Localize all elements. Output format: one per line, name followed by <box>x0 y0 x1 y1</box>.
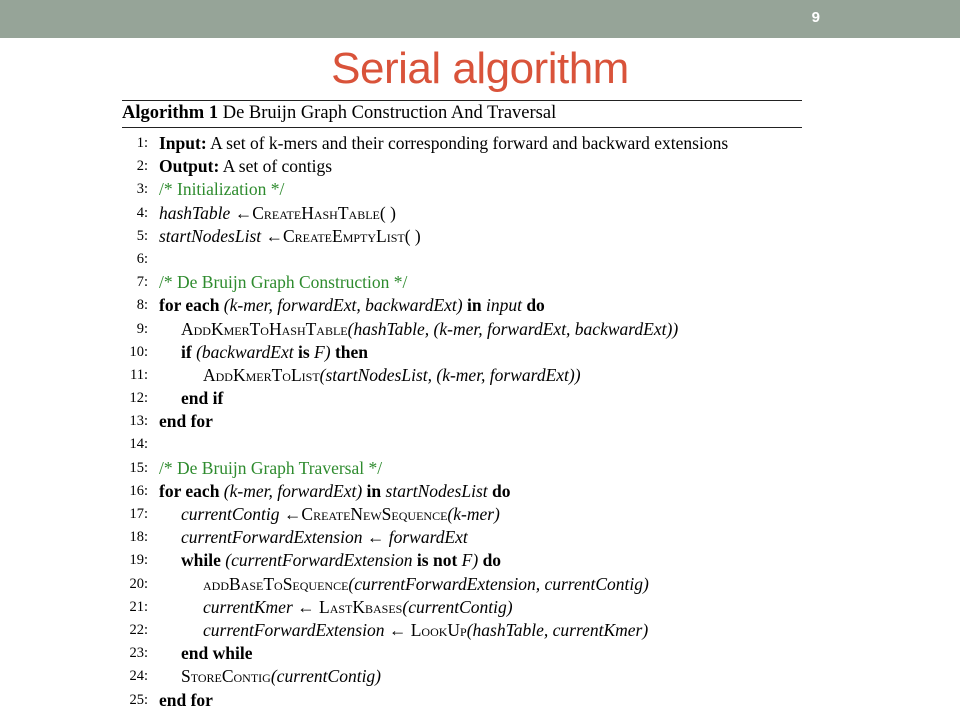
algo-line-19 <box>122 549 802 572</box>
algo-line-23 <box>122 642 802 665</box>
variable: currentForwardExtension <box>203 619 385 640</box>
algo-line-16 <box>122 480 802 503</box>
line-number: 6: <box>136 250 148 267</box>
arguments: (k-mer) <box>447 504 500 524</box>
variable: currentKmer <box>203 596 293 617</box>
keyword: end if <box>181 388 224 409</box>
line-number: 22: <box>129 621 148 638</box>
algo-line-2 <box>122 155 802 178</box>
line-number: 18: <box>129 529 148 546</box>
line-number: 1: <box>136 135 148 151</box>
condition-value: F) <box>314 341 331 362</box>
algo-line-24 <box>122 665 802 688</box>
line-number: 7: <box>136 274 148 291</box>
assign-arrow: ← <box>261 225 283 246</box>
line-number: 16: <box>129 482 148 499</box>
comment: /* De Bruijn Graph Construction */ <box>159 272 408 293</box>
line-number: 14: <box>129 436 148 453</box>
slide-title: Serial algorithm <box>331 44 629 93</box>
line-number: 20: <box>129 575 148 592</box>
function-name: AddKmerToHashTable <box>181 318 348 339</box>
line-number: 2: <box>136 158 148 175</box>
line-number: 5: <box>136 227 148 244</box>
algo-line-4 <box>122 202 802 225</box>
assign-arrow: ← <box>230 202 253 223</box>
assign-arrow: ← <box>384 619 411 640</box>
line-number: 4: <box>136 204 148 221</box>
line-number: 19: <box>129 552 148 569</box>
algo-line-20 <box>122 573 802 596</box>
variable: currentForwardExtension <box>181 527 363 548</box>
arguments: (hashTable, currentKmer) <box>466 619 649 640</box>
algo-line-7 <box>122 271 802 294</box>
comment: /* De Bruijn Graph Traversal */ <box>159 457 383 478</box>
algo-line-6 <box>122 248 802 271</box>
algo-line-21 <box>122 596 802 619</box>
algo-line-15 <box>122 457 802 480</box>
variable: input <box>485 295 522 316</box>
function-name: LastKbases <box>319 596 403 617</box>
caption-label: Algorithm 1 <box>122 103 219 123</box>
algo-line-5 <box>122 225 802 248</box>
algo-line-17 <box>122 503 802 526</box>
assign-arrow: ← <box>279 504 302 524</box>
keyword: Input: <box>159 133 207 153</box>
keyword: is not <box>416 550 458 571</box>
loop-tuple: (k-mer, forwardExt, backwardExt) <box>223 295 463 316</box>
algo-line-18 <box>122 526 802 549</box>
line-number: 15: <box>129 459 148 476</box>
line-number: 11: <box>130 366 148 383</box>
algo-line-9 <box>122 318 802 341</box>
arguments: ( ) <box>379 202 396 223</box>
keyword: in <box>466 295 482 316</box>
line-number: 12: <box>129 390 148 407</box>
keyword: is <box>297 341 310 362</box>
top-bar <box>0 0 960 38</box>
line-number: 9: <box>136 320 148 337</box>
keyword: while <box>181 550 221 571</box>
line-number: 8: <box>136 297 148 314</box>
arguments: (currentForwardExtension, currentContig) <box>348 573 649 594</box>
keyword: do <box>526 295 545 316</box>
arguments: ( ) <box>404 225 421 246</box>
line-number: 25: <box>129 691 148 708</box>
loop-tuple: (k-mer, forwardExt) <box>223 480 363 501</box>
keyword: in <box>366 480 382 501</box>
algo-line-1 <box>122 132 802 155</box>
line-number: 24: <box>129 668 148 685</box>
keyword: end for <box>159 411 213 432</box>
algo-line-8 <box>122 294 802 317</box>
value: forwardExt <box>388 527 468 548</box>
keyword: for each <box>159 480 220 501</box>
arguments: (startNodesList, (k-mer, forwardExt)) <box>319 364 581 385</box>
algo-line-14 <box>122 433 802 456</box>
condition-value: F) <box>461 550 479 571</box>
line-number: 3: <box>136 181 148 198</box>
statement-text: A set of k-mers and their corresponding forward and backward extensions <box>210 133 729 153</box>
line-number: 10: <box>129 343 148 360</box>
algo-line-11 <box>122 364 802 387</box>
assign-arrow: ← <box>362 527 389 548</box>
function-name: CreateEmptyList <box>283 225 405 246</box>
algo-line-13 <box>122 410 802 433</box>
algo-line-25 <box>122 689 802 712</box>
algo-line-3 <box>122 178 802 201</box>
algorithm-lines <box>122 132 802 712</box>
slide-number: 9 <box>811 9 820 26</box>
line-number: 17: <box>129 506 148 522</box>
keyword: end while <box>181 643 253 664</box>
keyword: for each <box>159 295 220 316</box>
assign-arrow: ← <box>292 596 320 617</box>
function-name: StoreContig <box>181 666 271 687</box>
algo-line-12 <box>122 387 802 410</box>
keyword: end for <box>159 689 213 710</box>
algo-line-22 <box>122 619 802 642</box>
function-name: addBaseToSequence <box>203 573 349 594</box>
keyword: Output: <box>159 156 220 177</box>
variable: currentContig <box>181 504 280 524</box>
variable: hashTable <box>159 202 231 223</box>
line-number: 21: <box>129 598 148 615</box>
comment: /* Initialization */ <box>159 179 285 200</box>
keyword: then <box>334 341 368 362</box>
arguments: (currentContig) <box>270 666 382 687</box>
algorithm-caption <box>122 101 802 127</box>
keyword: do <box>482 550 502 571</box>
line-number: 23: <box>129 645 148 662</box>
condition: (backwardExt <box>196 341 294 362</box>
statement-text: A set of contigs <box>222 156 333 177</box>
algorithm-block <box>122 100 802 712</box>
function-name: AddKmerToList <box>203 364 320 385</box>
caption-rule <box>122 127 802 128</box>
variable: startNodesList <box>159 225 262 246</box>
arguments: (currentContig) <box>402 596 513 617</box>
function-name: CreateHashTable <box>252 202 380 223</box>
condition: (currentForwardExtension <box>225 550 413 571</box>
function-name: LookUp <box>410 619 467 640</box>
caption-text: De Bruijn Graph Construction And Traversal <box>222 103 557 123</box>
keyword: do <box>492 480 511 501</box>
algo-line-10 <box>122 341 802 364</box>
variable: startNodesList <box>385 480 488 501</box>
line-number: 13: <box>129 413 148 430</box>
function-name: CreateNewSequence <box>301 504 448 524</box>
arguments: (hashTable, (k-mer, forwardExt, backwardExt)) <box>347 318 679 339</box>
keyword: if <box>181 341 192 362</box>
